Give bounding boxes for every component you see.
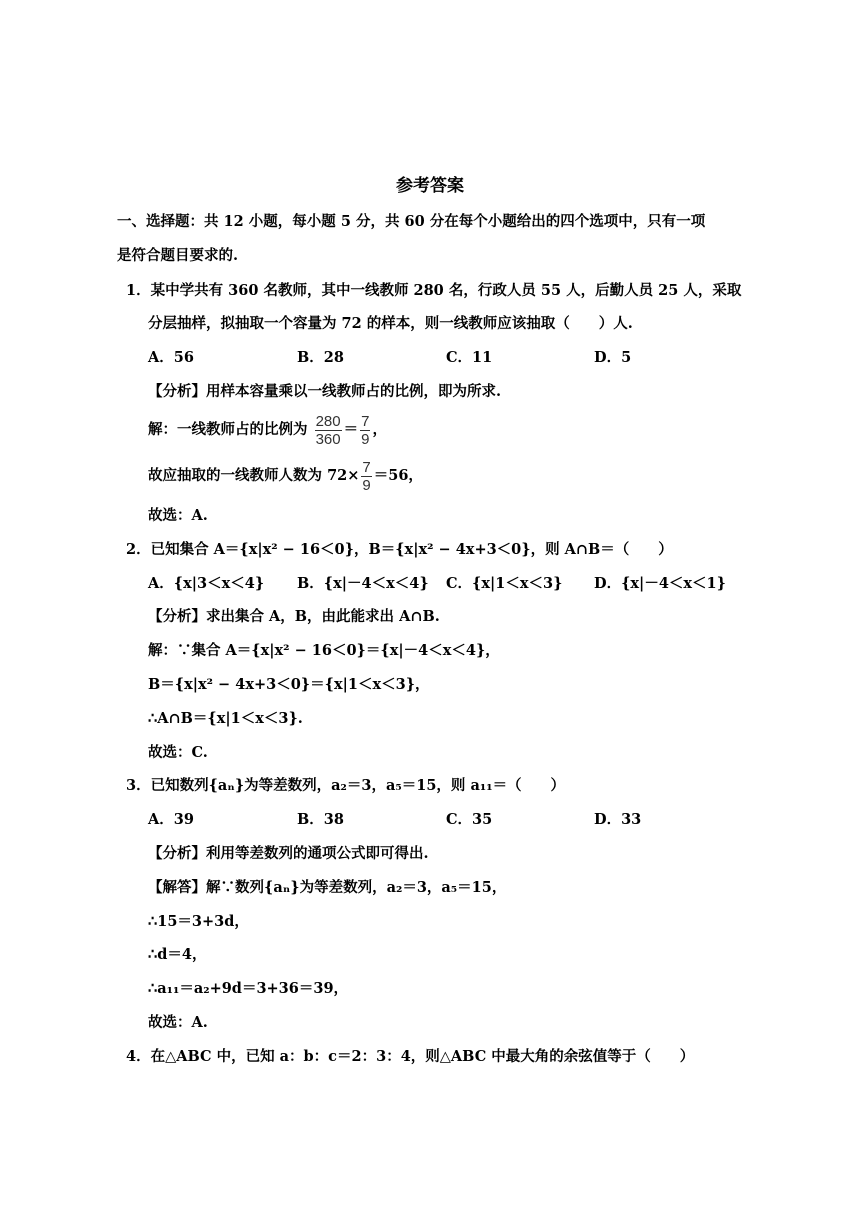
q1-option-d: D．5 [594,349,632,366]
fraction-denominator: 360 [315,430,341,448]
q2-option-b: B．{x|－4＜x＜4} [297,575,429,592]
q2-solution-line2: B＝{x|x² − 4x+3＜0}＝{x|1＜x＜3}， [148,676,430,693]
fraction-numerator: 7 [362,458,371,476]
q3-option-c: C．35 [446,811,493,828]
q2-option-c: C．{x|1＜x＜3} [446,575,563,592]
comma: ， [372,421,387,438]
fraction-numerator: 7 [361,412,370,430]
q1-option-b: B．28 [297,349,344,366]
q1-solution2-mid: 72× [327,467,360,484]
q2-solution-line1: 解：∵集合 A＝{x|x² − 16＜0}＝{x|－4＜x＜4}， [148,642,500,659]
q3-solution-line1: 【解答】解∵数列{aₙ}为等差数列，a₂＝3，a₅＝15， [148,879,507,896]
q1-solution-prefix: 解：一线教师占的比例为 [148,421,308,438]
q1-analysis: 【分析】用样本容量乘以一线教师占的比例，即为所求. [148,383,502,400]
q3-solution-line4: ∴a₁₁＝a₂+9d＝3+36＝39， [148,980,349,997]
q2-option-a: A．{x|3＜x＜4} [148,575,265,592]
fraction-denominator: 9 [362,476,371,494]
fraction-280-360 [315,413,342,448]
q1-solution2-suffix: ＝56， [373,467,423,484]
q2-analysis: 【分析】求出集合 A，B，由此能求出 A∩B. [148,608,440,625]
q2-option-d: D．{x|－4＜x＜1} [594,575,726,592]
q3-answer: 故选：A. [148,1014,208,1031]
q1-stem-line2: 分层抽样，拟抽取一个容量为 72 的样本，则一线教师应该抽取（ ）人. [148,315,633,332]
fraction-7-9 [360,413,370,448]
q2-stem: 2．已知集合 A＝{x|x² − 16＜0}，B＝{x|x² − 4x+3＜0}，则 A∩B＝（ ） [126,541,673,558]
section-heading-line2: 是符合题目要求的. [117,247,239,264]
q4-stem: 4．在△ABC 中，已知 a：b：c＝2：3：4，则△ABC 中最大角的余弦值等于（ ） [126,1048,695,1065]
q3-option-d: D．33 [594,811,642,828]
q2-answer: 故选：C. [148,744,208,761]
q1-option-c: C．11 [446,349,493,366]
q3-solution-line2: ∴15＝3+3d， [148,913,249,930]
q1-answer: 故选：A. [148,507,208,524]
q1-option-a: A．56 [148,349,194,366]
q2-solution-line3: ∴A∩B＝{x|1＜x＜3}. [148,710,303,727]
q1-solution2-prefix: 故应抽取的一线教师人数为 [148,467,322,484]
q1-stem-line1: 1．某中学共有 360 名教师，其中一线教师 280 名，行政人员 55 人，后勤人员 25 人，采取 [126,282,742,299]
page-title: 参考答案 [396,176,464,196]
q3-option-b: B．38 [297,811,344,828]
equals-sign: ＝ [343,421,359,438]
q3-solution-line3: ∴d＝4， [148,946,207,963]
q3-analysis: 【分析】利用等差数列的通项公式即可得出. [148,845,429,862]
q1-solution-line2 [148,458,423,494]
q1-solution-line1 [148,412,387,448]
section-heading-line1: 一、选择题：共 12 小题，每小题 5 分，共 60 分在每个小题给出的四个选项中，只有一项 [117,213,706,230]
fraction-7-9 [361,459,371,494]
fraction-denominator: 9 [361,430,370,448]
q3-option-a: A．39 [148,811,194,828]
q3-stem: 3．已知数列{aₙ}为等差数列，a₂＝3，a₅＝15，则 a₁₁＝（ ） [126,777,566,794]
fraction-numerator: 280 [315,412,341,430]
